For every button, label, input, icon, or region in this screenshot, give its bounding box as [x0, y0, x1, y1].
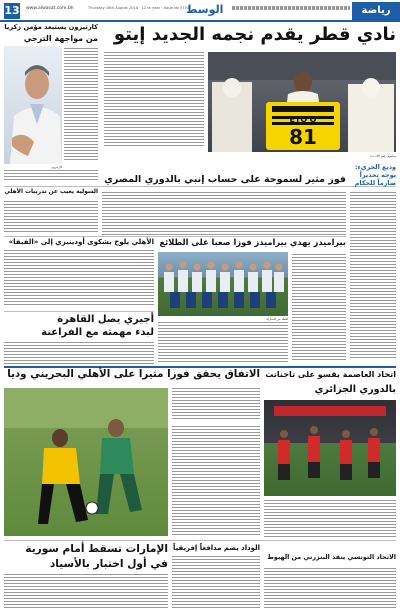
pyramids-body [292, 254, 346, 364]
fawzi-body [102, 192, 346, 236]
dateline: Thursday 16th August 2018 · 12 th year · Issue No 5753 [88, 6, 190, 10]
karteron-headline-2: من مواجهة الترجي [23, 34, 98, 43]
qatar-headline: نادي قطر يقدم نجمه الجديد إيتو [113, 24, 396, 45]
karteron-headline-1: كارتيرون يستبعد مؤمن زكريا [4, 23, 98, 31]
tunisia-body [264, 568, 396, 610]
emirates-headline-1: الإمارات تسقط أمام سورية [25, 543, 168, 555]
sudan-body [4, 201, 98, 233]
karteron-photo [4, 46, 62, 164]
boxer-body [350, 192, 396, 362]
rule-agiri [4, 311, 154, 312]
masthead-logo: الوسط [186, 3, 224, 16]
qatar-caption: صامويل إيتو (أف ب) [370, 154, 396, 158]
asima-headline-2: بالدوري الجزائري [314, 384, 396, 395]
asima-body [264, 500, 396, 540]
boxer-headline-2: يوجه تحذيراً [359, 171, 396, 179]
agiri-body [4, 342, 154, 366]
ahly-fifa-headline: الأهلي يلوح بشكوى أودينيزي إلى «الفيفا» [8, 238, 154, 246]
asima-headline-1: اتحاد العاصمة يقسو على تاجنانت [265, 369, 396, 379]
tunisia-headline: الاتحاد التونسي ينقذ البنزرتي من الهبوط [267, 553, 396, 561]
ittifaq-photo [4, 388, 168, 536]
agiri-headline-1: أجيري يصل القاهرة [57, 314, 154, 325]
emirates-body [4, 574, 168, 610]
jersey-number-text: 81 [289, 125, 317, 149]
page-header [0, 0, 400, 22]
masthead-info [232, 6, 350, 10]
jersey-name-text: ETO'O [289, 115, 317, 124]
page-number-badge: 13 [4, 4, 20, 17]
emirates-headline-2: في أول اختبار بالأسياد [49, 558, 168, 570]
sudan-headline: السولية يغيب عن تدريبات الأهلي [4, 189, 98, 195]
wadad-headline: الوداد يضم مدافعاً إفريقياً [173, 544, 260, 552]
boxer-headline-1: وديع الجريء: [354, 163, 396, 171]
ittifaq-body [172, 426, 260, 538]
wadad-body [172, 556, 260, 610]
boxer-headline-3: صارماً للحكام [354, 179, 396, 187]
qatar-body [104, 52, 204, 148]
karteron-body [64, 48, 98, 164]
ahly-fifa-body [4, 250, 154, 308]
ittifaq-body-top [172, 388, 260, 422]
karteron-body-bottom [4, 170, 98, 182]
pyramids-photo [158, 252, 288, 316]
pyramids-body-2 [158, 322, 288, 364]
karteron-caption: كارتيرون [51, 165, 62, 169]
agiri-headline-2: لبدء مهمته مع الفراعنة [41, 327, 154, 338]
ittifaq-headline: الاتفاق يحقق فوزا مثيرا على الأهلي البحريني وديا [7, 368, 260, 380]
section-tab: رياضة [352, 2, 400, 20]
rule-row4 [4, 540, 396, 541]
rule-row2 [4, 186, 396, 187]
qatar-photo [208, 52, 396, 152]
pyramids-caption: لقطة من المباراة [266, 317, 288, 321]
asima-photo [264, 400, 396, 496]
pyramids-headline: بيراميدز يهدي بيراميدز فوزا صعبا على الطلائع [159, 237, 346, 247]
site-url: www.alwasat.com.bh [26, 6, 74, 11]
fawzi-headline: فوز مثير لسموحة على حساب إنبي بالدوري المصري [104, 174, 346, 185]
